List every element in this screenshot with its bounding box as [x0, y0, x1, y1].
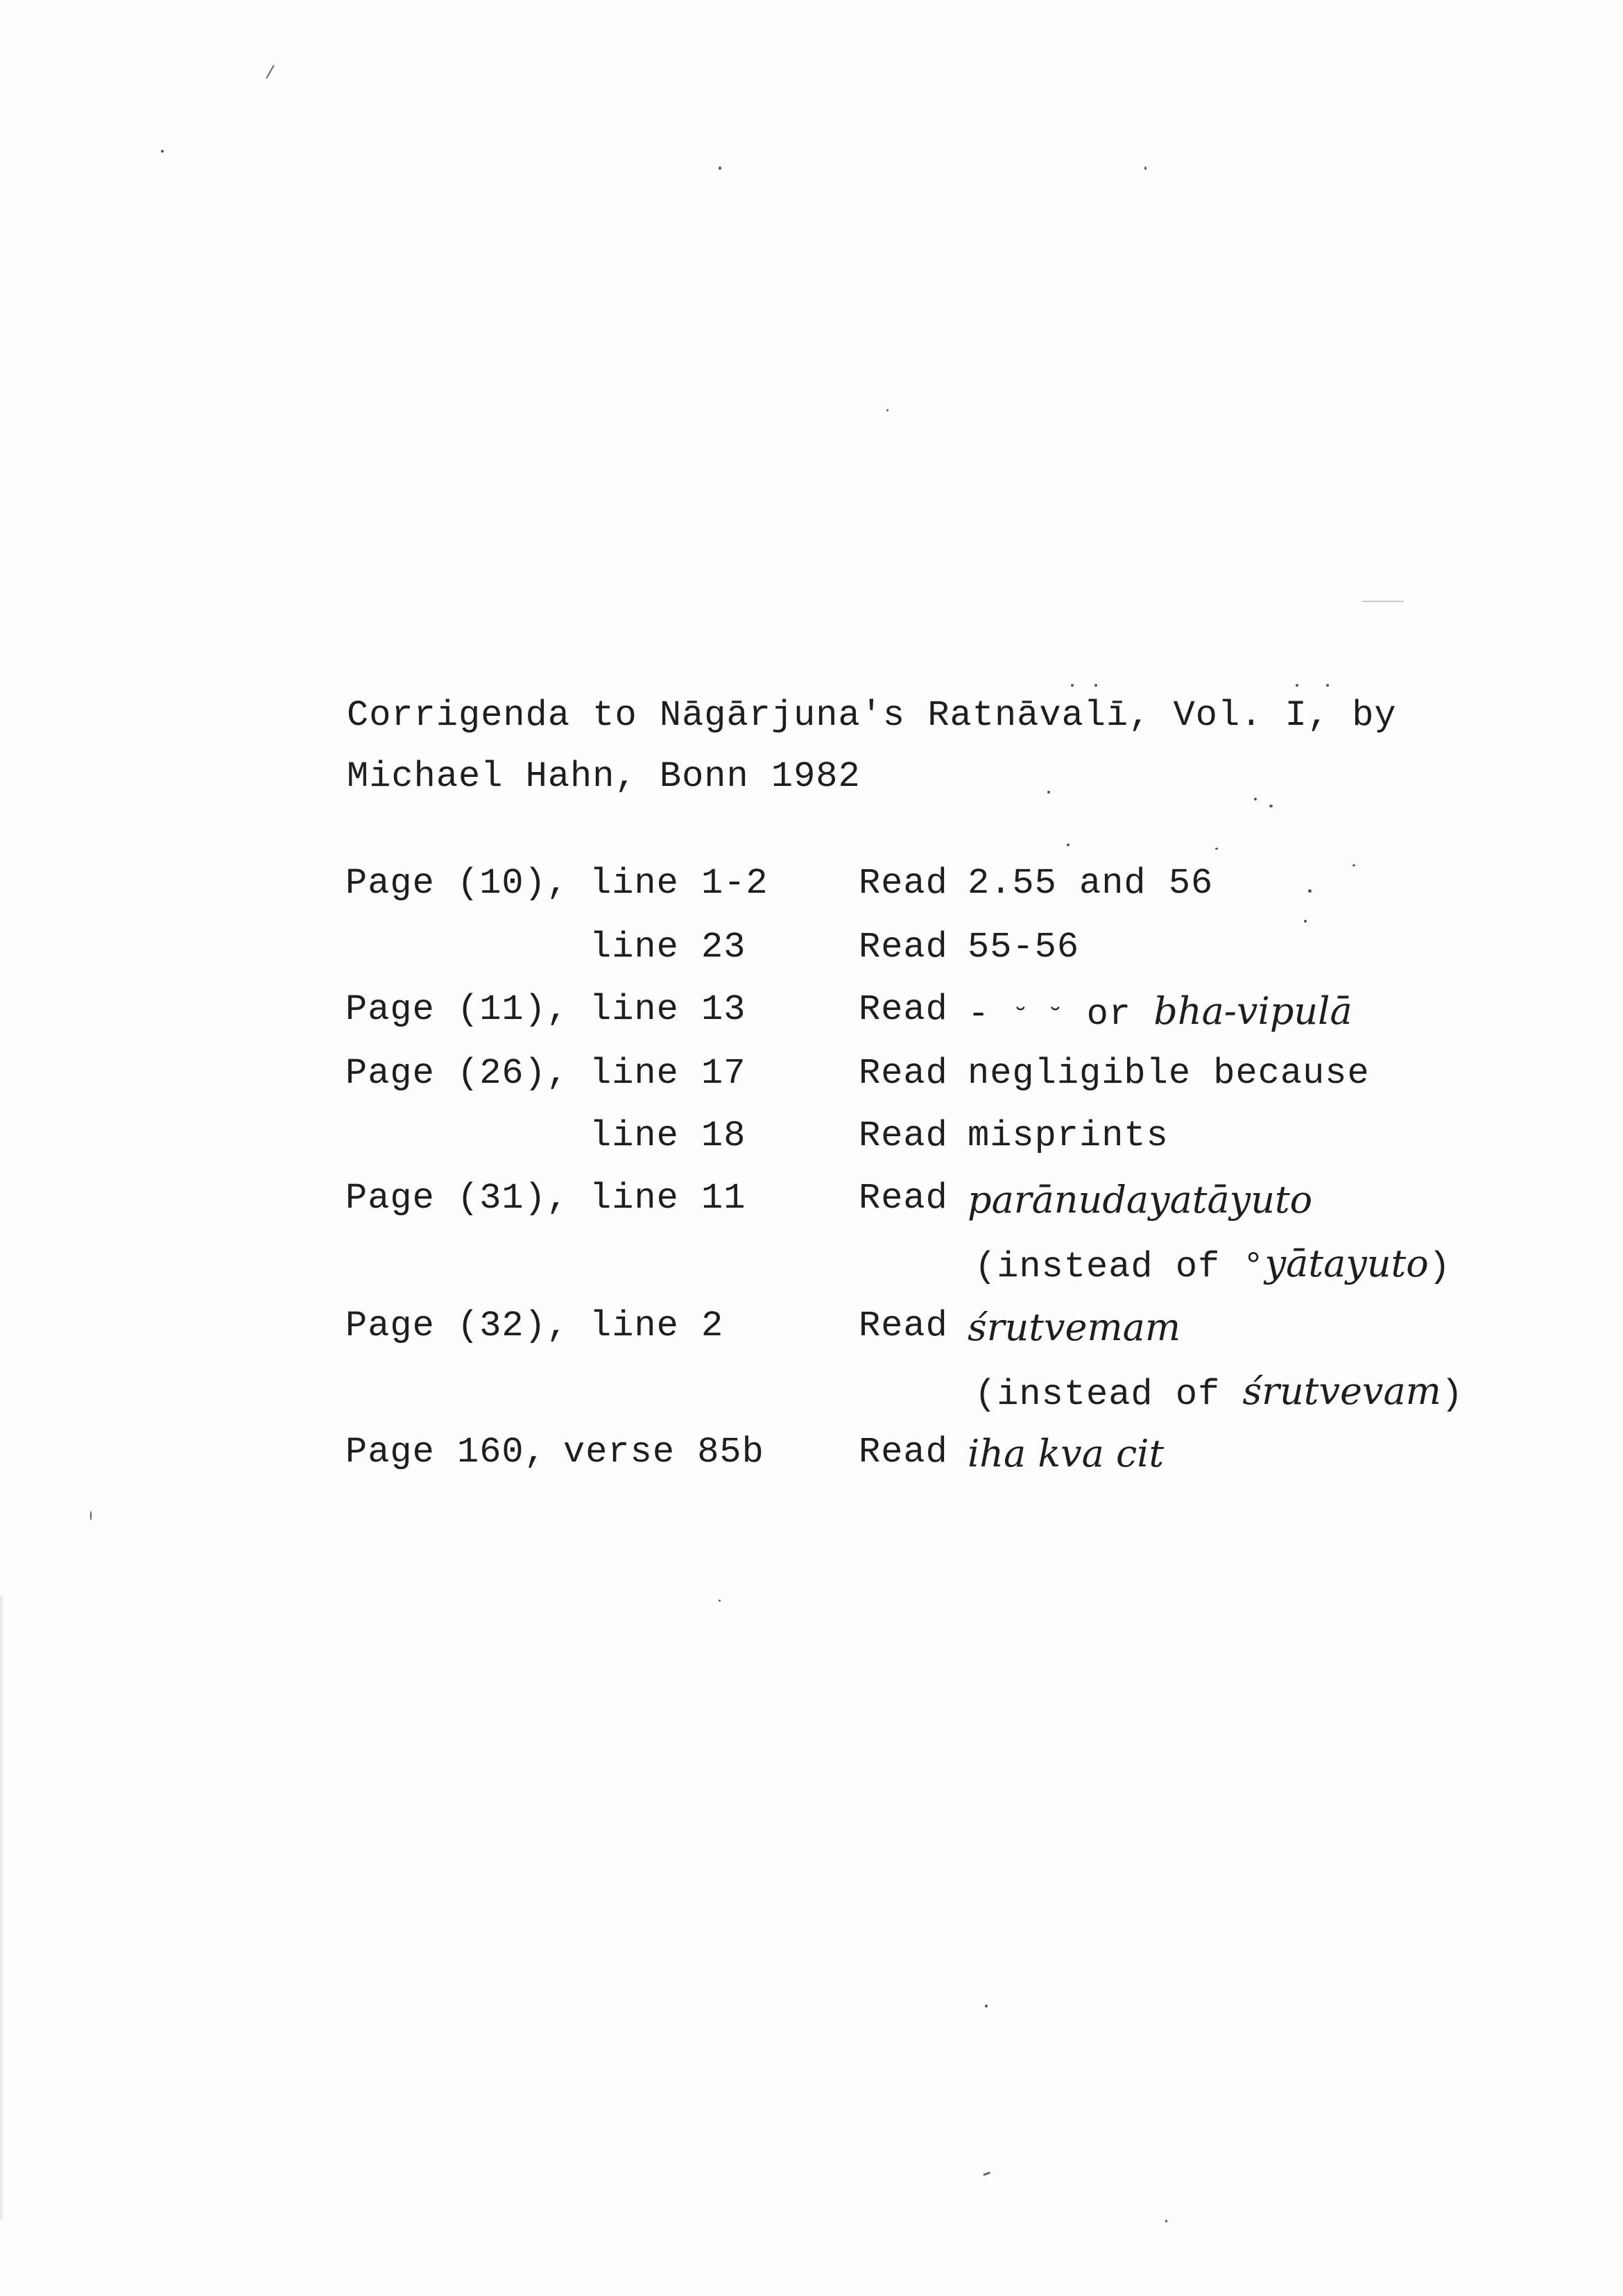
corrigendum-row [0, 1178, 1623, 1233]
line-ref: line 17 [590, 1053, 746, 1094]
scan-mark [983, 2172, 990, 2176]
read-label: Read [859, 1115, 948, 1156]
scan-speck [1071, 684, 1074, 687]
document-subtitle: Michael Hahn, Bonn 1982 [347, 756, 861, 797]
read-label: Read [859, 1305, 948, 1346]
corrigendum-row [0, 1115, 1623, 1171]
corrigendum-note [0, 1242, 1623, 1297]
correction-italic: bha-vipulā [1153, 989, 1352, 1033]
note-suffix: ) [1428, 1246, 1451, 1287]
scan-speck [1269, 805, 1273, 807]
read-label: Read [859, 927, 948, 968]
scan-mark [266, 65, 275, 78]
read-label: Read [859, 1178, 948, 1219]
scan-speck [1254, 798, 1257, 800]
corrigendum-row [0, 989, 1623, 1045]
line-ref: line 2 [590, 1305, 724, 1346]
corrigendum-row [0, 1432, 1623, 1487]
correction-italic: iha kva cit [968, 1432, 1165, 1475]
corrigendum-row [0, 1305, 1623, 1361]
page-ref: Page (31), [345, 1178, 569, 1219]
page-ref: Page (32), [345, 1305, 569, 1346]
page-ref: Page 160, [345, 1432, 547, 1473]
scan-mark [1362, 601, 1404, 602]
line-ref: verse 85b [563, 1432, 764, 1473]
note-italic: śrutvevam [1242, 1369, 1441, 1413]
line-ref: line 18 [590, 1115, 746, 1156]
correction-italic: śrutvemam [968, 1305, 1181, 1349]
page-ref: Page (11), [345, 989, 569, 1030]
metre-breves: ˘ ˘ [1012, 1004, 1065, 1036]
scan-speck [1296, 684, 1298, 687]
read-label: Read [859, 863, 948, 904]
scan-speck [1215, 848, 1218, 850]
scan-speck [1304, 920, 1307, 923]
correction-text [968, 989, 1352, 1035]
corrigendum-row [0, 863, 1623, 918]
scan-speck [1047, 791, 1050, 794]
line-ref: line 13 [590, 989, 746, 1030]
correction-text: 55-56 [968, 927, 1080, 968]
correction-text: negligible because [968, 1053, 1370, 1094]
note-italic: yātayuto [1264, 1242, 1429, 1285]
scan-speck [886, 409, 888, 411]
note-prefix: (instead of [974, 1374, 1243, 1415]
line-ref: line 1-2 [590, 863, 768, 904]
note-prefix: (instead of ° [974, 1246, 1265, 1287]
document-title: Corrigenda to Nāgārjuna's Ratnāvalī, Vol. I, by [347, 695, 1397, 736]
note-suffix: ) [1441, 1374, 1464, 1415]
page-ref: Page (26), [345, 1053, 569, 1094]
note-text [974, 1242, 1451, 1287]
correction-text: 2.55 and 56 [968, 863, 1214, 904]
scan-edge-shadow [0, 1595, 4, 2220]
scan-speck [1067, 843, 1070, 846]
read-label: Read [859, 1053, 948, 1094]
corrigendum-row [0, 1053, 1623, 1108]
scan-speck [985, 2005, 988, 2007]
read-label: Read [859, 1432, 948, 1473]
metre-dash: - [968, 994, 1013, 1035]
scan-speck [719, 1600, 721, 1602]
correction-italic: parānudayatāyuto [968, 1178, 1313, 1222]
scan-speck [161, 150, 164, 153]
corrigendum-note [0, 1369, 1623, 1425]
scan-speck [1094, 684, 1097, 687]
page-ref: Page (10), [345, 863, 569, 904]
scan-speck [719, 166, 721, 170]
note-text [974, 1369, 1463, 1415]
corrigendum-row [0, 927, 1623, 982]
scan-speck [1326, 684, 1329, 687]
scan-speck [90, 1511, 92, 1520]
correction-text: misprints [968, 1115, 1169, 1156]
scan-speck [1165, 2220, 1167, 2222]
scan-speck [1144, 166, 1147, 170]
line-ref: line 23 [590, 927, 746, 968]
connector-text: or [1064, 994, 1154, 1035]
read-label: Read [859, 989, 948, 1030]
line-ref: line 11 [590, 1178, 746, 1219]
